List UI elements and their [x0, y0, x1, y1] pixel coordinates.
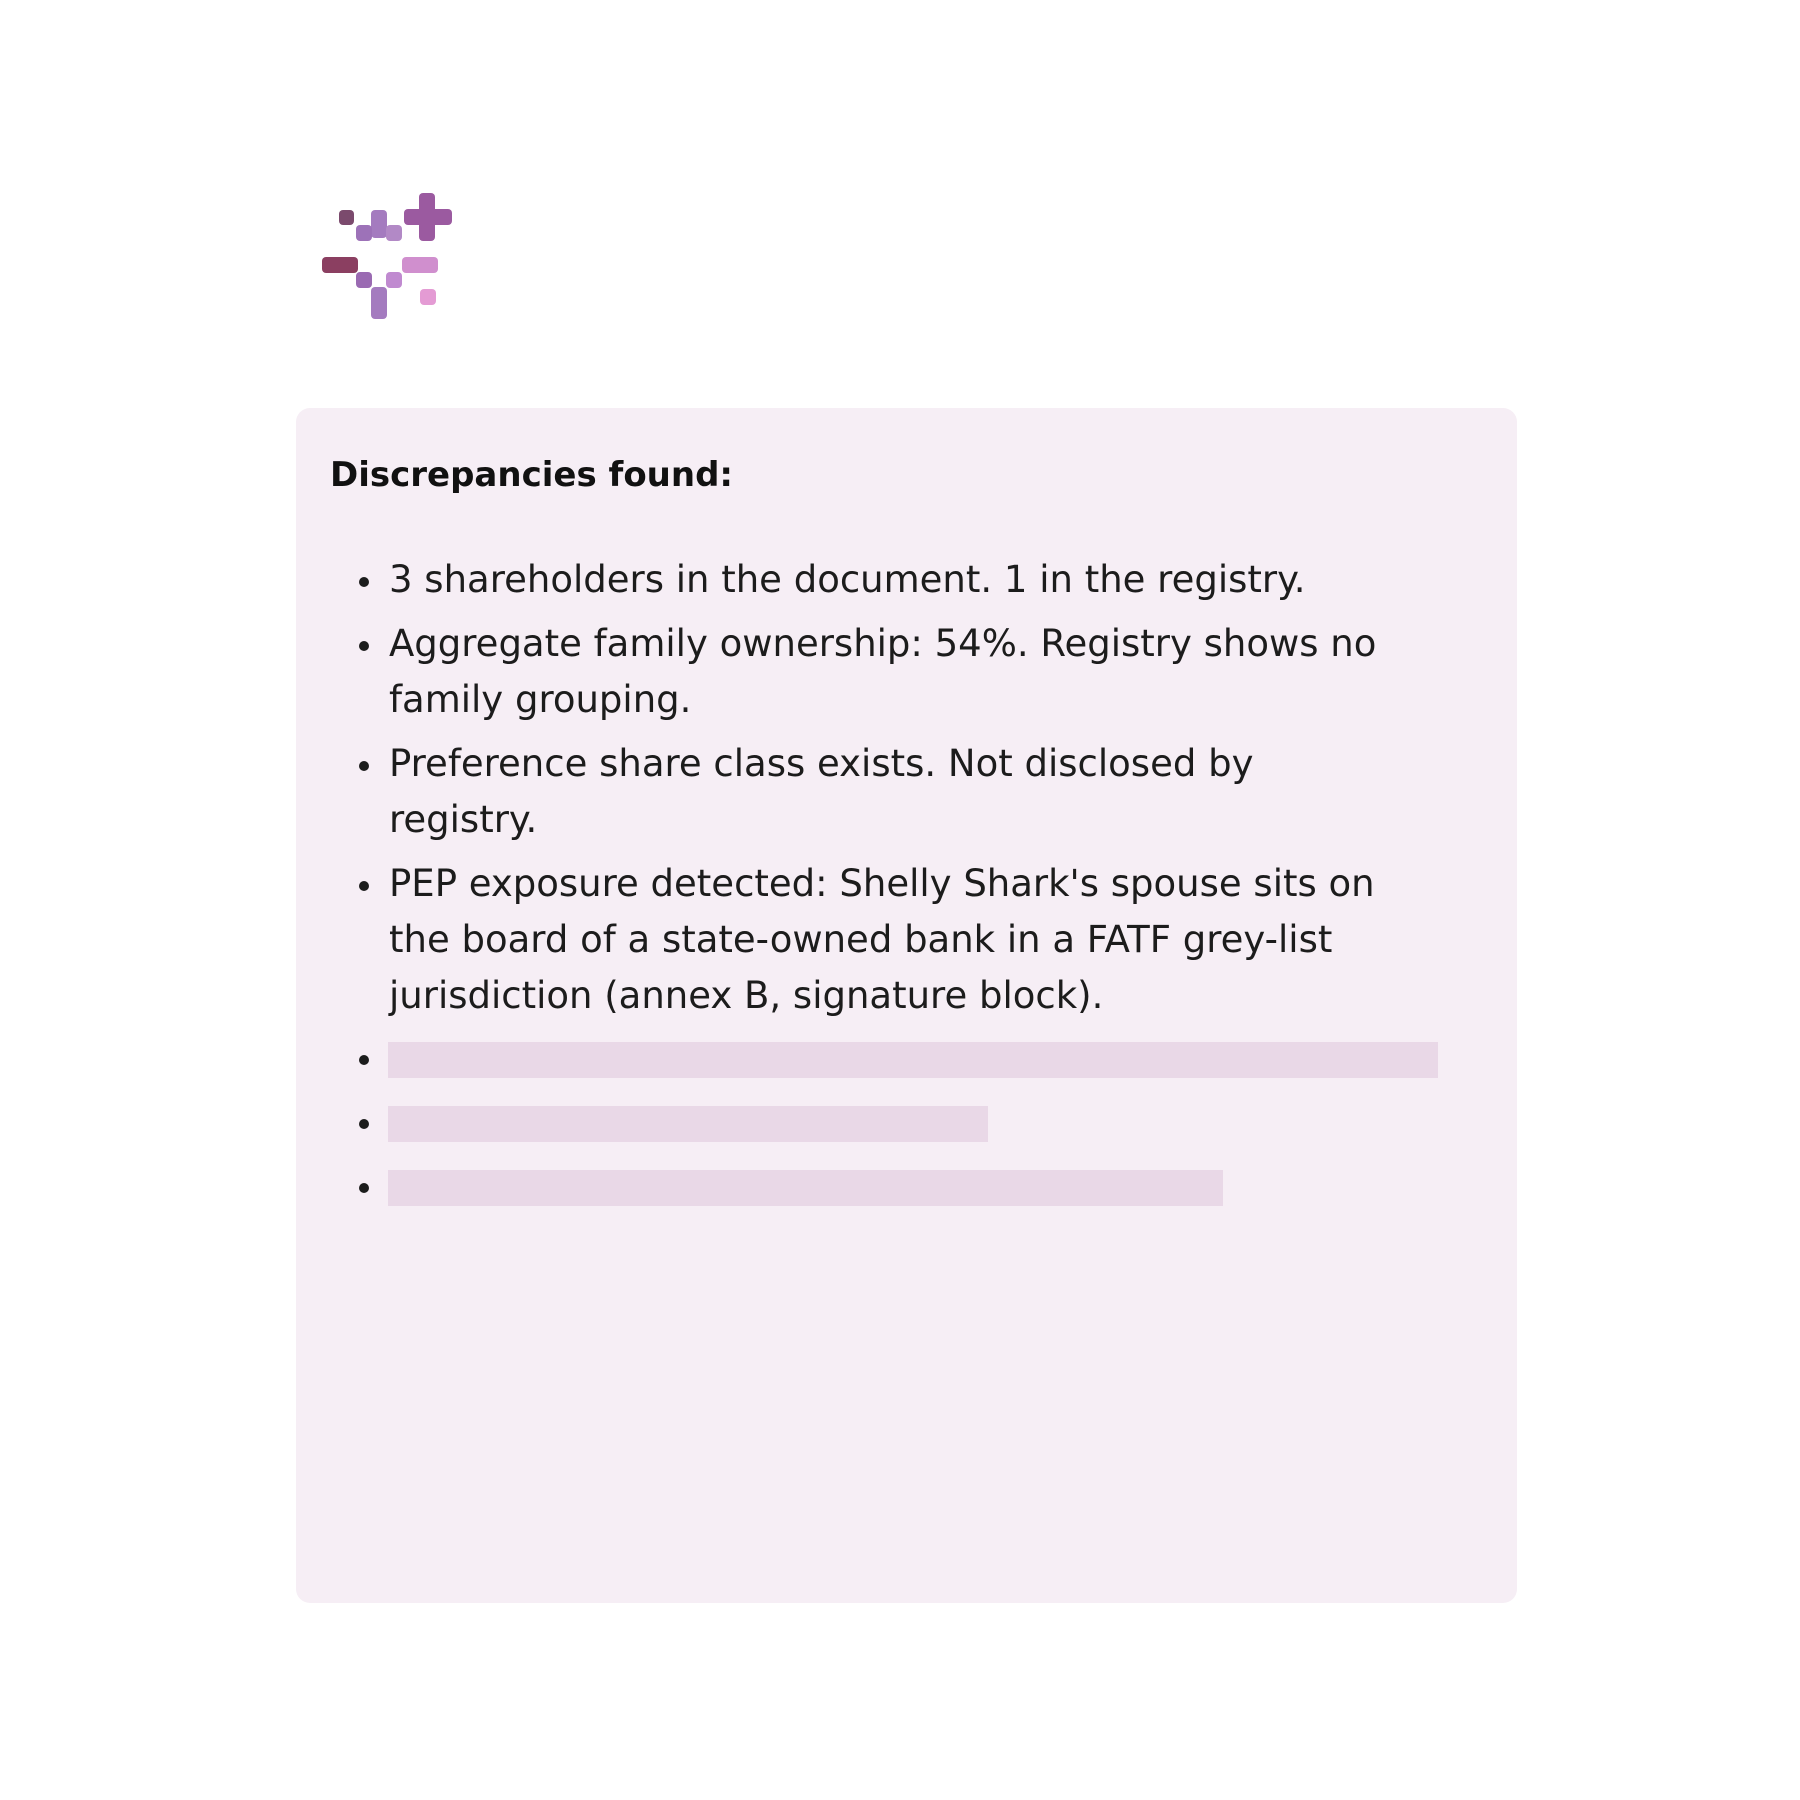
bullet-icon	[359, 641, 369, 651]
bullet-icon	[359, 577, 369, 587]
bullet-icon	[359, 1119, 369, 1129]
loading-placeholder-row	[296, 1032, 1517, 1088]
loading-placeholder-row	[296, 1160, 1517, 1216]
findings-list	[296, 552, 1517, 1224]
discrepancies-card	[296, 408, 1517, 1603]
finding-text: Aggregate family ownership: 54%. Registry shows no family grouping.	[389, 622, 1377, 721]
loading-placeholder-row	[296, 1096, 1517, 1152]
loading-placeholder-bar	[388, 1106, 988, 1142]
card-heading: Discrepancies found:	[330, 455, 734, 495]
finding-text: 3 shareholders in the document. 1 in the registry.	[389, 558, 1306, 601]
list-item	[296, 552, 1389, 608]
bullet-icon	[359, 881, 369, 891]
loading-placeholder-bar	[388, 1042, 1438, 1078]
bullet-icon	[359, 1183, 369, 1193]
bullet-icon	[359, 1055, 369, 1065]
list-item	[296, 856, 1389, 1024]
loading-placeholder-bar	[388, 1170, 1223, 1206]
list-item	[296, 616, 1389, 728]
list-item	[296, 736, 1389, 848]
bullet-icon	[359, 761, 369, 771]
sparkle-logo-icon	[322, 193, 457, 328]
finding-text: Preference share class exists. Not disclosed by registry.	[389, 742, 1254, 841]
finding-text: PEP exposure detected: Shelly Shark's spouse sits on the board of a state-owned bank in a FATF grey-list jurisdiction (annex B, signature block).	[389, 862, 1375, 1017]
